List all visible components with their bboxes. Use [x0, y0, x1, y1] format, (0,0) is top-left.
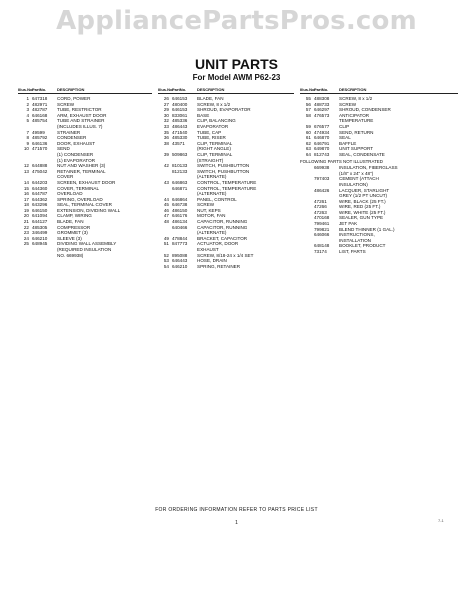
header-description: DESCRIPTION — [57, 87, 85, 92]
illus-number: 10 — [23, 146, 29, 152]
header-part-no: No. — [321, 87, 329, 92]
part-description: CLIP, TERMINAL — [197, 140, 233, 146]
part-description: CLIP, BALANCING — [197, 118, 236, 124]
part-number: 647318 — [32, 96, 48, 101]
part-number: 471570 — [32, 146, 48, 152]
part-number: 644787 — [32, 191, 48, 197]
illus-number: 30 — [163, 112, 169, 118]
part-number: 676577 — [314, 123, 330, 129]
part-number: 49599 — [32, 129, 45, 135]
illus-number: 3 — [26, 107, 29, 113]
part-description: SHROUD, EVAPORATOR — [197, 107, 251, 113]
illus-number: 21 — [23, 219, 29, 225]
part-number: 488733 — [314, 101, 330, 107]
header-description: DESCRIPTION — [339, 87, 367, 92]
illus-number: 25 — [23, 241, 29, 247]
illus-number: 63 — [305, 146, 311, 152]
part-number: 799821 — [314, 226, 330, 232]
part-number: 895088 — [172, 252, 188, 258]
part-description: CEMENT (ATTACH — [339, 176, 379, 182]
corner-code: 7-1 — [438, 518, 444, 523]
part-number: 488308 — [314, 96, 330, 101]
part-number: 847773 — [172, 241, 188, 247]
part-number: 646168 — [32, 112, 48, 118]
illus-number: 64 — [305, 151, 311, 157]
part-description: TUBE, CAP — [197, 129, 222, 135]
part-number: 641094 — [32, 213, 48, 219]
part-number: 486443 — [172, 123, 188, 129]
part-description: SEALER, GUN TYPE — [339, 215, 384, 221]
part-description: CAPACITOR, RUNNING — [197, 219, 248, 225]
illus-number: 61 — [305, 135, 311, 141]
not-illustrated-note: FOLLOWING PARTS NOT ILLUSTRATED — [300, 158, 383, 164]
part-description: BAFFLE — [339, 140, 357, 146]
part-description: SCREW, 8 x 1/2 — [339, 96, 373, 101]
parts-row — [158, 264, 294, 270]
part-description: (ALTERNATE) — [197, 230, 227, 236]
part-description: INSTALLATION — [339, 237, 371, 243]
part-number: 471540 — [172, 129, 188, 135]
header-no: No. — [167, 87, 174, 92]
illus-number: 46 — [163, 207, 169, 213]
part-description: (ALTERNATE) — [197, 191, 227, 197]
header-illus: Illus. — [158, 87, 168, 92]
part-number: 485305 — [32, 224, 48, 230]
part-description: TEMPERATURE — [339, 118, 374, 124]
part-description: CLAMP, WIRING — [57, 213, 92, 219]
part-description: GROMMET (3) — [57, 230, 88, 236]
part-description: EVAPORATOR — [197, 123, 229, 129]
part-description: EXHAUST — [197, 247, 219, 253]
parts-row — [18, 253, 152, 259]
page-number: 1 — [235, 520, 238, 526]
ordering-info-footer: FOR ORDERING INFORMATION REFER TO PARTS PRICE LIST — [155, 507, 318, 513]
parts-row — [300, 249, 458, 255]
part-number: 485792 — [32, 135, 48, 141]
part-description: ACTUATOR, DOOR — [197, 241, 239, 247]
part-description: COVER, TERMINAL — [57, 185, 100, 191]
part-description: SCREW — [57, 101, 75, 107]
illus-number: 56 — [305, 101, 311, 107]
part-description: (STRAIGHT) — [197, 157, 224, 163]
part-description: LIST, PARTS — [339, 249, 366, 255]
header-illus: Illus. — [300, 87, 310, 92]
part-description: TUBE, RESTRICTOR — [57, 107, 102, 113]
part-number: 810133 — [172, 163, 188, 169]
part-description: COMPRESSOR — [57, 224, 91, 230]
illus-number: 58 — [305, 112, 311, 118]
part-description: (INCLUDES ILLUS. 7) — [57, 123, 103, 129]
part-description: SEAL — [339, 135, 351, 141]
part-description: SCREW, 8 x 1/2 — [197, 101, 231, 107]
part-number: 643296 — [32, 202, 48, 208]
column-header — [300, 87, 458, 92]
part-number: 646738 — [172, 202, 188, 208]
illus-number: 54 — [163, 263, 169, 269]
illus-number: 16 — [23, 191, 29, 197]
part-description: STRAINER — [57, 129, 81, 135]
illus-number: 19 — [23, 207, 29, 213]
part-description: SEAL, TERMINAL COVER — [57, 202, 112, 208]
part-description: SEND, RETURN — [339, 129, 374, 135]
parts-column-2 — [158, 87, 294, 269]
part-number: 669938 — [314, 165, 330, 171]
header-rule — [300, 93, 458, 94]
part-number: 644360 — [32, 185, 48, 191]
illus-number: 27 — [163, 101, 169, 107]
part-description: SEAL, CONDENSATE — [339, 151, 385, 157]
part-number: 812133 — [172, 168, 188, 174]
illus-number: 39 — [163, 151, 169, 157]
part-number: 646870 — [314, 135, 330, 141]
part-number: 833061 — [172, 112, 188, 118]
illus-number: 17 — [23, 196, 29, 202]
illus-number: 45 — [163, 202, 169, 208]
part-description: WIRE, WHITE (25 FT.) — [339, 209, 386, 215]
part-description: SLEEVE (3) — [57, 235, 82, 241]
part-number: 47263 — [314, 209, 327, 215]
illus-number: 47 — [163, 213, 169, 219]
part-description: CLIP — [339, 123, 350, 129]
illus-number: 20 — [23, 213, 29, 219]
part-description: (1) CONDENSER — [57, 151, 94, 157]
part-description: (ALTERNATE) — [197, 174, 227, 180]
part-number: 646136 — [32, 140, 48, 146]
part-number: 480400 — [172, 101, 188, 107]
part-description: LACQUER, STARLIGHT — [339, 187, 390, 193]
illus-number: 24 — [23, 235, 29, 241]
illus-number: 49 — [163, 235, 169, 241]
header-rule — [18, 93, 152, 94]
part-description: NUT, KEPS — [197, 207, 221, 213]
part-number: 644362 — [32, 196, 48, 202]
part-description: OVERLOAD — [57, 191, 83, 197]
part-description: SCREEN, EXHAUST DOOR — [57, 179, 116, 185]
part-number: 486134 — [172, 219, 188, 225]
part-description: PANEL, CONTROL — [197, 196, 237, 202]
part-description: DOOR, EXHAUST — [57, 140, 96, 146]
part-description: SPRING, OVERLOAD — [57, 196, 103, 202]
part-number — [32, 253, 57, 259]
part-number: 485336 — [172, 118, 188, 124]
part-number: 646443 — [172, 258, 188, 264]
part-number: 47266 — [314, 204, 327, 210]
part-number: 485330 — [172, 135, 188, 141]
illus-number: 13 — [23, 168, 29, 174]
part-description: DIVIDING WALL ASSEMBLY — [57, 241, 117, 247]
part-number: 812743 — [314, 151, 330, 157]
illus-number — [18, 253, 32, 259]
part-description: SWITCH, PUSHBUTTON — [197, 163, 250, 169]
part-number: 648945 — [32, 241, 48, 247]
part-description: (1/8" x 24" x 48") — [339, 170, 374, 176]
part-number: 486426 — [314, 187, 330, 193]
illus-number: 33 — [163, 123, 169, 129]
parts-column-1 — [18, 87, 152, 258]
illus-number: 57 — [305, 107, 311, 113]
illus-number: 14 — [23, 179, 29, 185]
part-description: SWITCH, PUSHBUTTON — [197, 168, 250, 174]
header-part: Part — [32, 87, 40, 92]
header-rule — [158, 93, 294, 94]
part-description: CONTROL, TEMPERATURE — [197, 185, 257, 191]
part-description: SHROUD, CONDENSER — [339, 107, 391, 113]
part-description: EXTENSION, DIVIDING WALL — [57, 207, 121, 213]
illus-number: 5 — [26, 118, 29, 124]
part-description: TUBE AND STRAINER — [57, 118, 105, 124]
parts-row — [300, 152, 458, 158]
part-description: NO. 669938) — [57, 252, 84, 258]
part-number: 646153 — [172, 107, 188, 113]
illus-number: 48 — [163, 219, 169, 225]
part-description: WIRE, BLACK (25 FT.) — [339, 198, 386, 204]
part-description: NUT AND WASHER (3) — [57, 163, 106, 169]
part-number: 646297 — [314, 107, 330, 113]
part-description: BLADE, FAN — [197, 96, 224, 101]
part-description: SPRING, RETAINER — [197, 263, 241, 269]
part-description: CONTROL, TEMPERATURE — [197, 179, 257, 185]
illus-number: 15 — [23, 185, 29, 191]
part-description: CLIP, TERMINAL — [197, 151, 233, 157]
part-number: 474934 — [314, 129, 330, 135]
part-number: 485754 — [32, 118, 48, 124]
illus-number: 38 — [163, 140, 169, 146]
header-description: DESCRIPTION — [197, 87, 225, 92]
part-number: 478844 — [172, 235, 188, 241]
header-part-no: No. — [39, 87, 47, 92]
part-description: (REQUIRED INSULATION — [57, 247, 112, 253]
illus-number: 23 — [23, 230, 29, 236]
part-number: 644127 — [32, 219, 48, 225]
part-number: 648148 — [314, 243, 330, 249]
illus-number: 52 — [163, 252, 169, 258]
header-part: Part — [314, 87, 322, 92]
part-number: 646871 — [172, 185, 188, 191]
part-number: 646210 — [172, 263, 188, 269]
illus-number: 44 — [163, 196, 169, 202]
part-number: 646150 — [32, 207, 48, 213]
part-description: GREY (1/2 PT UNCUT) — [339, 193, 388, 199]
illus-number — [300, 249, 314, 255]
illus-number: 9 — [26, 140, 29, 146]
part-description: BRACKET, CAPACITOR — [197, 235, 248, 241]
illus-number: 2 — [26, 101, 29, 107]
illus-number: 60 — [305, 129, 311, 135]
illus-number: 1 — [26, 96, 29, 101]
illus-number: 36 — [163, 135, 169, 141]
part-description: RETAINER, TERMINAL — [57, 168, 106, 174]
illus-number: 42 — [163, 163, 169, 169]
column-header — [158, 87, 294, 92]
parts-column-3 — [300, 87, 458, 255]
part-number: 47261 — [314, 198, 327, 204]
header-illus: Illus. — [18, 87, 28, 92]
part-description: CORD, POWER — [57, 96, 91, 101]
part-description: INSULATION) — [339, 181, 368, 187]
part-description: CONDENSER — [57, 135, 87, 141]
part-description: COVER — [57, 174, 74, 180]
part-number: 646864 — [172, 196, 188, 202]
header-no: No. — [27, 87, 34, 92]
part-number: 797403 — [314, 176, 330, 182]
part-description: SCREW — [339, 101, 357, 107]
part-description: BASE — [197, 112, 210, 118]
part-description: SEND — [57, 146, 70, 152]
part-description: BLADE, FAN — [57, 219, 84, 225]
illus-number: 55 — [305, 96, 311, 101]
header-part: Part — [172, 87, 180, 92]
illus-number: 51 — [163, 241, 169, 247]
part-number: 646863 — [172, 179, 188, 185]
part-number: 640466 — [172, 224, 188, 230]
part-number: 482787 — [32, 107, 48, 113]
part-description: (RIGHT ANGLE) — [197, 146, 231, 152]
illus-number: 59 — [305, 123, 311, 129]
illus-number: 43 — [163, 179, 169, 185]
part-description: ARM, EXHAUST DOOR — [57, 112, 107, 118]
part-description: INSTRUCTIONS, — [339, 232, 375, 238]
illus-number: 32 — [163, 118, 169, 124]
part-number: 799461 — [314, 221, 330, 227]
part-description: BOOKLET, PRODUCT — [339, 243, 386, 249]
page-subtitle: For Model AWM P62-23 — [192, 73, 281, 82]
header-no: No. — [309, 87, 316, 92]
part-number: 646066 — [314, 232, 330, 238]
part-number: 649870 — [314, 146, 330, 152]
part-number: 646176 — [172, 213, 188, 219]
part-description: JET PAK — [339, 221, 358, 227]
part-number: 646153 — [172, 96, 188, 101]
part-number: 509863 — [172, 151, 188, 157]
illus-number: 53 — [163, 258, 169, 264]
part-number: 476573 — [314, 112, 330, 118]
illus-number: 62 — [305, 140, 311, 146]
page-title: UNIT PARTS — [195, 56, 278, 72]
part-number: 486150 — [172, 207, 188, 213]
watermark-logo: AppliancePartsPros.com — [56, 6, 417, 36]
part-description: UNIT SUPPORT — [339, 146, 374, 152]
illus-number: 4 — [26, 112, 29, 118]
illus-number: 8 — [26, 135, 29, 141]
part-description: TUBE, RISER — [197, 135, 226, 141]
illus-number: 18 — [23, 202, 29, 208]
part-description: HOSE, DRAIN — [197, 258, 227, 264]
part-description: (1) EVAPORATOR — [57, 157, 96, 163]
illus-number: 35 — [163, 129, 169, 135]
part-description: SCREW — [197, 202, 215, 208]
part-description: ANTICIPATOR — [339, 112, 370, 118]
part-number: 644203 — [32, 179, 48, 185]
part-description: INSULATION, FIBERGLASS — [339, 165, 398, 171]
illus-number: 22 — [23, 224, 29, 230]
part-number: 470168 — [314, 215, 330, 221]
part-number: 644888 — [32, 163, 48, 169]
column-header — [18, 87, 152, 92]
part-number: 646210 — [32, 235, 48, 241]
part-number: 73174 — [314, 249, 327, 255]
part-number: 43571 — [172, 140, 185, 146]
illus-number: 7 — [26, 129, 29, 135]
part-number: 646791 — [314, 140, 330, 146]
part-description: BLEND THINNER (1 GAL.) — [339, 226, 395, 232]
illus-number: 12 — [23, 163, 29, 169]
illus-number: 29 — [163, 107, 169, 113]
part-number: 346499 — [32, 230, 48, 236]
illus-number: 26 — [163, 96, 169, 101]
part-number: 475042 — [32, 168, 48, 174]
part-description: SCREW, 8/18-24 x 1/4 SET — [197, 252, 254, 258]
part-description: WIRE, RED (25 FT.) — [339, 204, 381, 210]
part-description: MOTOR, FAN — [197, 213, 226, 219]
header-part-no: No. — [179, 87, 187, 92]
part-description: CAPACITOR, RUNNING — [197, 224, 248, 230]
part-number: 482971 — [32, 101, 48, 107]
